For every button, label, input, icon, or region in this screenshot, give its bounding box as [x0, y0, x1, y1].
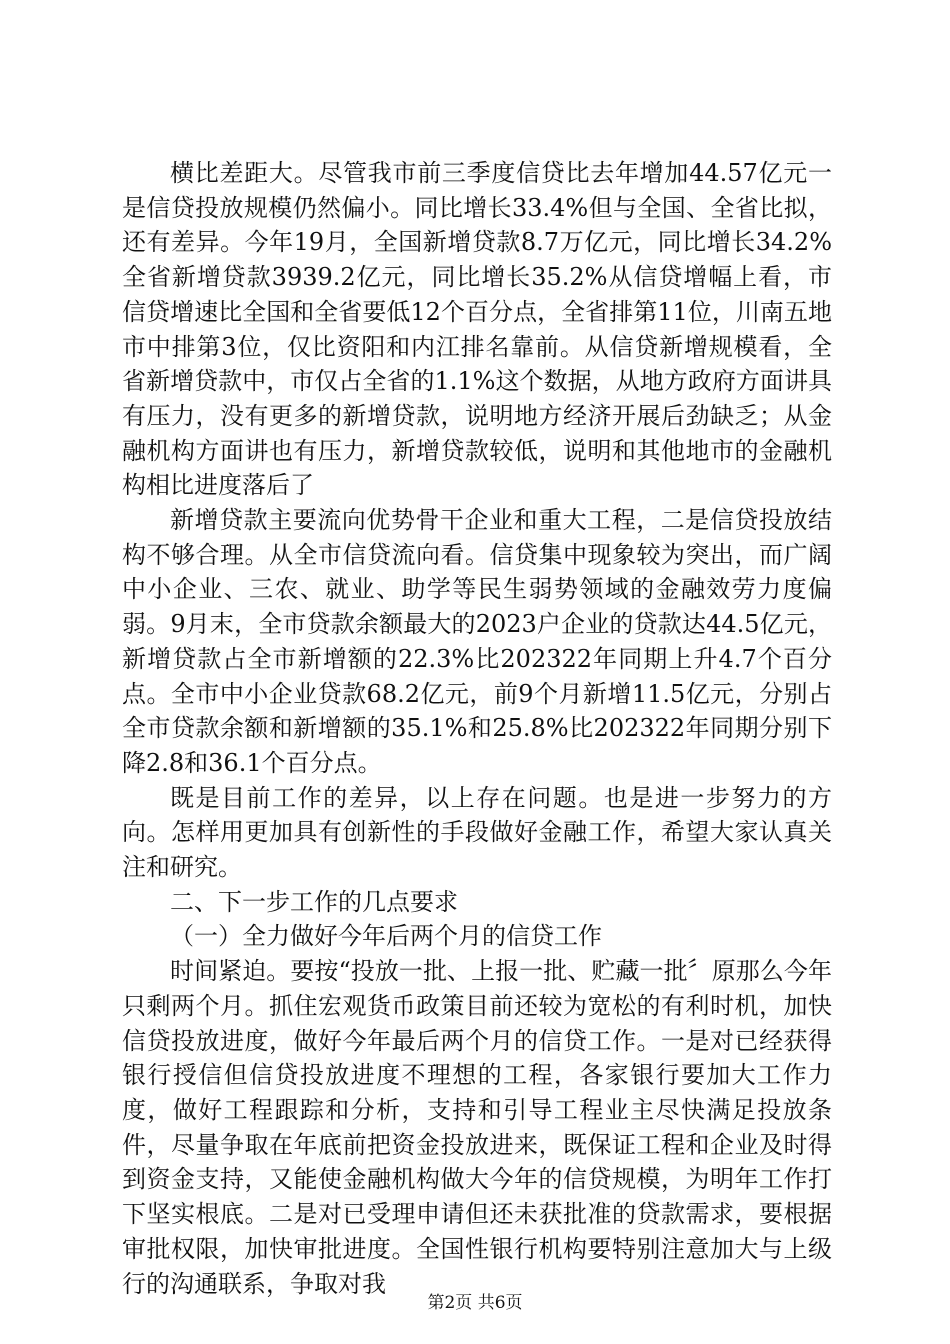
section-heading: 二、下一步工作的几点要求 — [170, 887, 458, 916]
page-number-footer: 第2页 共6页 — [427, 1293, 523, 1313]
paragraph-3: 既是目前工作的差异，以上存在问题。也是进一步努力的方向。怎样用更加具有创新性的手段做好金融工作，希望大家认真关注和研究。 — [122, 783, 832, 882]
document-body — [122, 156, 832, 1301]
subsection-heading: （一）全力做好今年后两个月的信贷工作 — [170, 922, 602, 951]
paragraph-4: 时间紧迫。要按“投放一批、上报一批、贮藏一批〞原那么今年只剩两个月。抓住宏观货币政策目前还较为宽松的有利时机，加快信贷投放进度，做好今年最后两个月的信贷工作。一是对已经获得银行授信但信贷投放进度不理想的工程，各家银行要加大工作力度，做好工程跟踪和分析，支持和引导工程业主尽快满足投放条件，尽量争取在年底前把资金投放进来，既保证工程和企业及时得到资金支持，又能使金融机构做大今年的信贷规模，为明年工作打下坚实根底。二是对已受理申请但还未获批准的贷款需求，要根据审批权限，加快审批进度。全国性银行机构要特别注意加大与上级行的沟通联系，争取对我 — [122, 957, 832, 1298]
paragraph-2: 新增贷款主要流向优势骨干企业和重大工程，二是信贷投放结构不够合理。从全市信贷流向看。信贷集中现象较为突出，而广阔中小企业、三农、就业、助学等民生弱势领域的金融效劳力度偏弱。9月末，全市贷款余额最大的2023户企业的贷款达44.5亿元，新增贷款占全市新增额的22.3%比202322年同期上升4.7个百分点。全市中小企业贷款68.2亿元，前9个月新增11.5亿元，分别占全市贷款余额和新增额的35.1%和25.8%比202322年同期分别下降2.8和36.1个百分点。 — [122, 506, 832, 777]
paragraph-1: 横比差距大。尽管我市前三季度信贷比去年增加44.57亿元一是信贷投放规模仍然偏小。同比增长33.4%但与全国、全省比拟，还有差异。今年19月，全国新增贷款8.7万亿元，同比增长34.2%全省新增贷款3939.2亿元，同比增长35.2%从信贷增幅上看，市信贷增速比全国和全省要低12个百分点，全省排第11位，川南五地市中排第3位，仅比资阳和内江排名靠前。从信贷新增规模看，全省新增贷款中，市仅占全省的1.1%这个数据，从地方政府方面讲具有压力，没有更多的新增贷款，说明地方经济开展后劲缺乏；从金融机构方面讲也有压力，新增贷款较低，说明和其他地市的金融机构相比进度落后了 — [122, 159, 832, 500]
